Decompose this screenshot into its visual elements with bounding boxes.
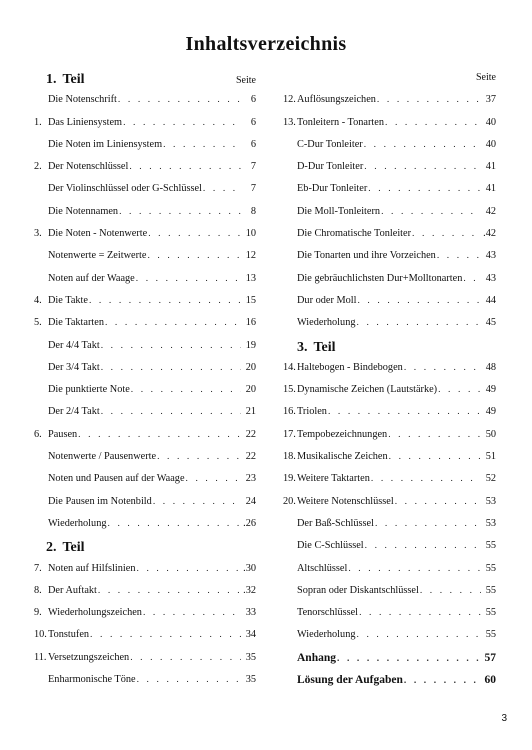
leader-dots (357, 296, 481, 306)
leader-dots (375, 519, 481, 529)
toc-entry (34, 384, 256, 406)
entry-page: 55 (485, 584, 496, 596)
toc-entry (283, 451, 496, 473)
toc-entry (283, 585, 496, 607)
leader-dots (359, 608, 481, 618)
entry-page: 48 (485, 361, 496, 373)
entry-page: 44 (485, 294, 496, 306)
leader-dots (364, 162, 481, 172)
leader-dots (420, 586, 481, 596)
leader-dots (337, 654, 481, 664)
toc-entry (283, 406, 496, 428)
entry-page: 51 (485, 451, 496, 463)
toc-entry (283, 161, 496, 183)
entry-title: Tempobezeichnungen (297, 428, 388, 440)
toc-entry (283, 273, 496, 295)
leader-dots (143, 608, 241, 618)
entry-page: .32 (243, 584, 256, 596)
entry-page: 55 (485, 629, 496, 641)
toc-entry (34, 117, 256, 139)
entry-title: Eb-Dur Tonleiter (297, 183, 368, 195)
entry-title: Der 4/4 Takt (48, 339, 100, 351)
entry-title: D-Dur Tonleiter (297, 161, 364, 173)
leader-dots (438, 385, 481, 395)
entry-number: 8. (34, 584, 42, 596)
leader-dots (395, 497, 481, 507)
toc-entry (283, 250, 496, 272)
leader-dots (357, 630, 482, 640)
leader-dots (186, 474, 241, 484)
entry-page: 24 (245, 495, 256, 507)
leader-dots (368, 184, 481, 194)
entry-title: Dynamische Zeichen (Lautstärke) (297, 384, 438, 396)
entry-page: 7 (250, 161, 256, 173)
entry-title: Der Violinschlüssel oder G-Schlüssel (48, 183, 202, 195)
entry-page: 49 (485, 406, 496, 418)
leader-dots (123, 118, 241, 128)
leader-dots (130, 653, 241, 663)
leader-dots (118, 95, 241, 105)
entry-page: 22 (245, 428, 256, 440)
toc-entry (283, 228, 496, 250)
leader-dots (101, 363, 241, 373)
page-number: 3 (501, 713, 507, 724)
toc-entry (34, 674, 256, 696)
entry-page: 45 (485, 317, 496, 329)
entry-number: 13. (283, 116, 296, 128)
entry-page: 8 (250, 205, 256, 217)
entry-title: Lösung der Aufgaben (297, 674, 403, 687)
toc-entry (283, 295, 496, 317)
toc-entry (34, 273, 256, 295)
entry-number: 5. (34, 317, 42, 329)
entry-title: Wiederholung (297, 317, 356, 329)
toc-entry (34, 139, 256, 161)
toc-entry (283, 117, 496, 139)
entry-page: 52 (485, 473, 496, 485)
entry-number: 14. (283, 361, 296, 373)
entry-page: 20 (245, 361, 256, 373)
entry-title: Der Baß-Schlüssel (297, 517, 374, 529)
toc-entry (283, 540, 496, 562)
leader-dots (157, 452, 241, 462)
entry-title: Sopran oder Diskantschlüssel (297, 584, 419, 596)
entry-number: 12. (283, 94, 296, 106)
toc-entry (34, 496, 256, 518)
entry-page: 35 (245, 674, 256, 686)
entry-page: 55 (485, 607, 496, 619)
entry-title: Dur oder Moll (297, 294, 357, 306)
entry-title: Die Pausen im Notenbild (48, 495, 152, 507)
entry-page: 22 (245, 451, 256, 463)
entry-number: 2. (34, 161, 42, 173)
entry-title: Wiederholungszeichen (48, 607, 142, 619)
entry-title: Der 3/4 Takt (48, 361, 100, 373)
section-heading (283, 340, 496, 362)
toc-entry (283, 629, 496, 651)
entry-title: Enharmonische Töne (48, 674, 136, 686)
toc-entry (283, 206, 496, 228)
appendix-entry (283, 652, 496, 674)
leader-dots (348, 564, 481, 574)
toc-entry (34, 228, 256, 250)
entry-title: Die Taktarten (48, 317, 104, 329)
leader-dots (328, 407, 481, 417)
toc-entry (34, 652, 256, 674)
leader-dots (105, 318, 241, 328)
entry-page: .42 (483, 228, 496, 240)
entry-number: 16. (283, 406, 296, 418)
entry-title: Die Takte (48, 294, 88, 306)
entry-title: Die Noten - Notenwerte (48, 228, 148, 240)
entry-page: 40 (485, 116, 496, 128)
toc-entry (283, 518, 496, 540)
entry-page: 55 (485, 562, 496, 574)
entry-title: Die Noten im Liniensystem (48, 138, 163, 150)
toc-entry (34, 206, 256, 228)
leader-dots (437, 251, 481, 261)
entry-page: 33 (245, 607, 256, 619)
leader-dots (203, 184, 241, 194)
leader-dots (385, 118, 481, 128)
entry-page: 35 (245, 651, 256, 663)
entry-number: 4. (34, 294, 42, 306)
toc-right-column (283, 72, 496, 696)
seite-label: Seite (236, 75, 256, 86)
toc-entry (34, 451, 256, 473)
entry-page: 42 (485, 205, 496, 217)
toc-entry (34, 563, 256, 585)
section-heading (283, 72, 496, 94)
toc-entry (34, 250, 256, 272)
entry-page: 16 (245, 317, 256, 329)
entry-page: 53 (485, 517, 496, 529)
toc-entry (34, 362, 256, 384)
entry-page: 6 (250, 138, 256, 150)
leader-dots (89, 296, 241, 306)
entry-number: 10. (34, 629, 47, 641)
toc-entry (34, 629, 256, 651)
entry-page: 40 (485, 138, 496, 150)
section-number: 3. (297, 339, 308, 355)
entry-number: 17. (283, 428, 296, 440)
entry-title: Notenwerte = Zeitwerte (48, 250, 147, 262)
leader-dots (163, 140, 241, 150)
toc-entry (283, 183, 496, 205)
entry-page: 41 (485, 183, 496, 195)
leader-dots (98, 586, 241, 596)
section-title: Teil (62, 72, 85, 87)
entry-title: Tonleitern - Tonarten (297, 116, 385, 128)
leader-dots (148, 229, 241, 239)
entry-title: Die punktierte Note (48, 384, 130, 396)
section-title: Teil (62, 540, 85, 556)
toc-left-column (34, 72, 256, 696)
section-title: Teil (313, 339, 336, 355)
entry-page: 55 (485, 540, 496, 552)
toc-entry (283, 362, 496, 384)
toc-entry (34, 429, 256, 451)
entry-title: Die gebräuchlichsten Dur+Molltonarten (297, 272, 463, 284)
appendix-entry (283, 674, 496, 696)
entry-page: 60 (484, 674, 496, 687)
entry-number: 18. (283, 451, 296, 463)
toc-entry (283, 563, 496, 585)
toc-entry (34, 473, 256, 495)
leader-dots (131, 385, 241, 395)
section-heading (34, 540, 256, 562)
section-number: 1. (46, 72, 57, 87)
toc-entry (34, 183, 256, 205)
entry-title: Musikalische Zeichen (297, 451, 388, 463)
entry-page: 10 (245, 228, 256, 240)
entry-title: Die Moll-Tonleitern (297, 205, 381, 217)
entry-title: Pausen (48, 428, 78, 440)
entry-page: 41 (485, 161, 496, 173)
toc-entry (34, 317, 256, 339)
entry-title: Tenorschlüssel (297, 607, 359, 619)
leader-dots (381, 207, 481, 217)
entry-page: 50 (485, 428, 496, 440)
leader-dots (389, 452, 481, 462)
entry-page: 49 (485, 384, 496, 396)
entry-title: Noten auf Hilfslinien (48, 562, 136, 574)
entry-title: Der Auftakt (48, 584, 97, 596)
entry-page: 34 (245, 629, 256, 641)
entry-page: 37 (485, 94, 496, 106)
entry-number: 20. (283, 495, 296, 507)
section-heading (34, 72, 256, 94)
entry-title: Wiederholung (297, 629, 356, 641)
toc-entry (283, 607, 496, 629)
entry-page: 6 (250, 94, 256, 106)
entry-title: C-Dur Tonleiter (297, 138, 363, 150)
entry-title: Die Chromatische Tonleiter (297, 228, 412, 240)
entry-title: Tonstufen (48, 629, 90, 641)
leader-dots (137, 675, 241, 685)
entry-page: 13 (245, 272, 256, 284)
entry-title: Die Tonarten und ihre Vorzeichen (297, 250, 436, 262)
leader-dots (388, 430, 481, 440)
entry-page: 53 (485, 495, 496, 507)
entry-number: 11. (34, 651, 47, 663)
entry-page: 57 (484, 651, 496, 664)
toc-entry (34, 607, 256, 629)
entry-title: Weitere Taktarten (297, 473, 370, 485)
toc-entry (34, 585, 256, 607)
entry-title: Auflösungszeichen (297, 94, 376, 106)
leader-dots (364, 140, 481, 150)
leader-dots (101, 341, 241, 351)
leader-dots (357, 318, 482, 328)
entry-page: 6 (250, 116, 256, 128)
entry-number: 1. (34, 116, 42, 128)
leader-dots (371, 474, 481, 484)
entry-title: Der 2/4 Takt (48, 406, 100, 418)
page-title: Inhaltsverzeichnis (185, 33, 347, 55)
toc-entry (283, 317, 496, 339)
leader-dots (153, 497, 241, 507)
leader-dots (136, 274, 241, 284)
entry-title: Die Notennamen (48, 205, 119, 217)
entry-title: Noten und Pausen auf der Waage (48, 473, 185, 485)
toc-entry (34, 340, 256, 362)
toc-entry (34, 518, 256, 540)
entry-title: Haltebogen - Bindebogen (297, 361, 403, 373)
leader-dots (463, 274, 481, 284)
toc-entry (34, 161, 256, 183)
entry-number: 3. (34, 228, 42, 240)
entry-title: Versetzungszeichen (48, 651, 130, 663)
entry-page: 15 (245, 294, 256, 306)
entry-title: Noten auf der Waage (48, 272, 135, 284)
leader-dots (129, 162, 241, 172)
toc-entry (34, 94, 256, 116)
leader-dots (147, 251, 241, 261)
leader-dots (404, 363, 481, 373)
toc-entry (283, 473, 496, 495)
leader-dots (404, 676, 481, 686)
entry-title: Triolen (297, 406, 327, 418)
entry-page: .26 (243, 517, 256, 529)
entry-number: 15. (283, 384, 296, 396)
leader-dots (108, 519, 242, 529)
entry-page: 21 (245, 406, 256, 418)
leader-dots (365, 541, 481, 551)
entry-page: .30 (243, 562, 256, 574)
toc-entry (34, 295, 256, 317)
entry-title: Weitere Notenschlüssel (297, 495, 394, 507)
entry-number: 6. (34, 428, 42, 440)
toc-entry (283, 384, 496, 406)
leader-dots (412, 229, 481, 239)
toc-entry (283, 139, 496, 161)
toc-entry (283, 94, 496, 116)
entry-title: Die C-Schlüssel (297, 540, 364, 552)
entry-title: Die Notenschrift (48, 94, 117, 106)
toc-entry (283, 429, 496, 451)
entry-title: Wiederholung (48, 517, 107, 529)
entry-title: Anhang (297, 651, 336, 664)
entry-page: 19 (245, 339, 256, 351)
entry-page: 23 (245, 473, 256, 485)
entry-title: Notenwerte / Pausenwerte (48, 451, 157, 463)
leader-dots (90, 630, 241, 640)
entry-number: 19. (283, 473, 296, 485)
entry-title: Der Notenschlüssel (48, 161, 129, 173)
entry-page: 43 (485, 250, 496, 262)
seite-label: Seite (476, 72, 496, 83)
leader-dots (78, 430, 241, 440)
leader-dots (101, 407, 241, 417)
toc-entry (283, 496, 496, 518)
entry-page: 20 (245, 384, 256, 396)
entry-title: Das Liniensystem (48, 116, 123, 128)
section-number: 2. (46, 540, 57, 556)
entry-page: 7 (250, 183, 256, 195)
entry-page: 12 (245, 250, 256, 262)
entry-title: Altschlüssel (297, 562, 348, 574)
toc-entry (34, 406, 256, 428)
leader-dots (377, 95, 481, 105)
leader-dots (119, 207, 241, 217)
entry-number: 9. (34, 607, 42, 619)
entry-page: 43 (485, 272, 496, 284)
entry-number: 7. (34, 562, 42, 574)
leader-dots (137, 564, 241, 574)
